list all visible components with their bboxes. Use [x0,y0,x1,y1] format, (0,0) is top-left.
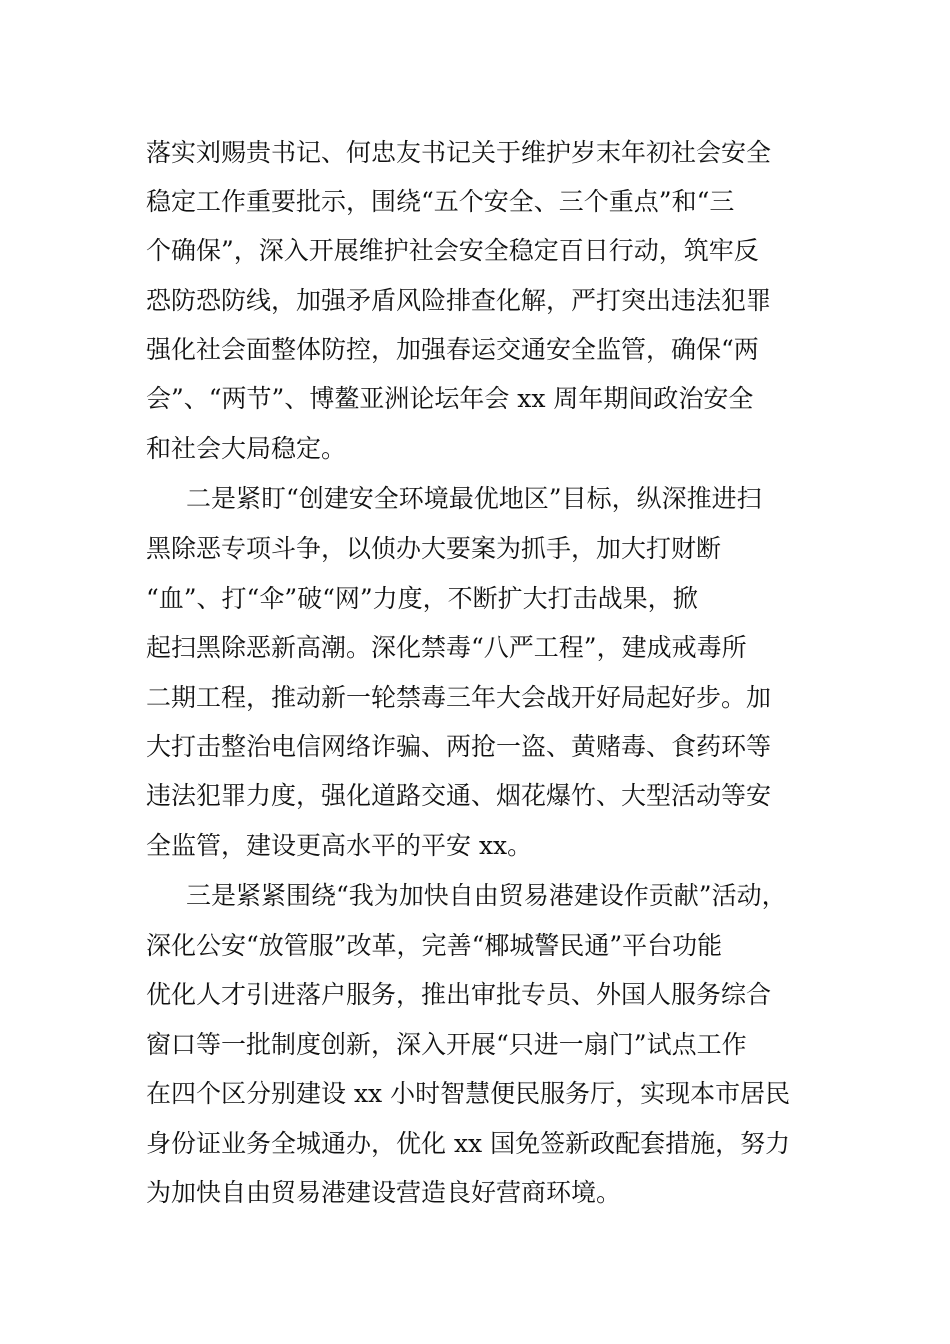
paragraph-3-line-4: 窗口等一批制度创新，深入开展“只进一扇门”试点工作 [146,1030,747,1059]
paragraph-1-line-7: 和社会大局稳定。 [146,434,347,463]
paragraph-1-line-5: 强化社会面整体防控，加强春运交通安全监管，确保“两 [146,335,759,364]
paragraph-2-line-5: 二期工程，推动新一轮禁毒三年大会战开好局起好步。加 [146,683,772,712]
paragraph-3-line-3: 优化人才引进落户服务，推出审批专员、外国人服务综合 [146,980,772,1009]
paragraph-1-line-2: 稳定工作重要批示，围绕“五个安全、三个重点”和“三 [146,187,735,216]
paragraph-3-line-6: 身份证业务全城通办，优化 xx 国免签新政配套措施，努力 [146,1129,791,1158]
paragraph-1-line-1: 落实刘赐贵书记、何忠友书记关于维护岁末年初社会安全 [146,138,772,167]
paragraph-2-line-2: 黑除恶专项斗争，以侦办大要案为抓手，加大打财断 [146,534,722,563]
paragraph-2-line-8: 全监管，建设更高水平的平安 xx。 [146,831,533,860]
paragraph-2-line-1: 二是紧盯“创建安全环境最优地区”目标，纵深推进扫 [186,484,762,513]
paragraph-2-line-6: 大打击整治电信网络诈骗、两抢一盗、黄赌毒、食药环等 [146,732,772,761]
paragraph-2-line-7: 违法犯罪力度，强化道路交通、烟花爆竹、大型活动等安 [146,781,772,810]
paragraph-3-line-1: 三是紧紧围绕“我为加快自由贸易港建设作贡献”活动， [186,881,787,910]
paragraph-3-line-7: 为加快自由贸易港建设营造良好营商环境。 [146,1178,622,1207]
paragraph-3-line-2: 深化公安“放管服”改革，完善“椰城警民通”平台功能 [146,931,723,960]
paragraph-1-line-3: 个确保”，深入开展维护社会安全稳定百日行动，筑牢反 [146,236,759,265]
paragraph-1-line-6: 会”、“两节”、博鳌亚洲论坛年会 xx 周年期间政治安全 [146,384,754,413]
paragraph-2-line-3: “血”、打“伞”破“网”力度，不断扩大打击战果，掀 [146,584,698,613]
paragraph-3-line-5: 在四个区分别建设 xx 小时智慧便民服务厅，实现本市居民 [146,1079,791,1108]
paragraph-1-line-4: 恐防恐防线，加强矛盾风险排查化解，严打突出违法犯罪 [146,286,772,315]
paragraph-2-line-4: 起扫黑除恶新高潮。深化禁毒“八严工程”，建成戒毒所 [146,633,747,662]
